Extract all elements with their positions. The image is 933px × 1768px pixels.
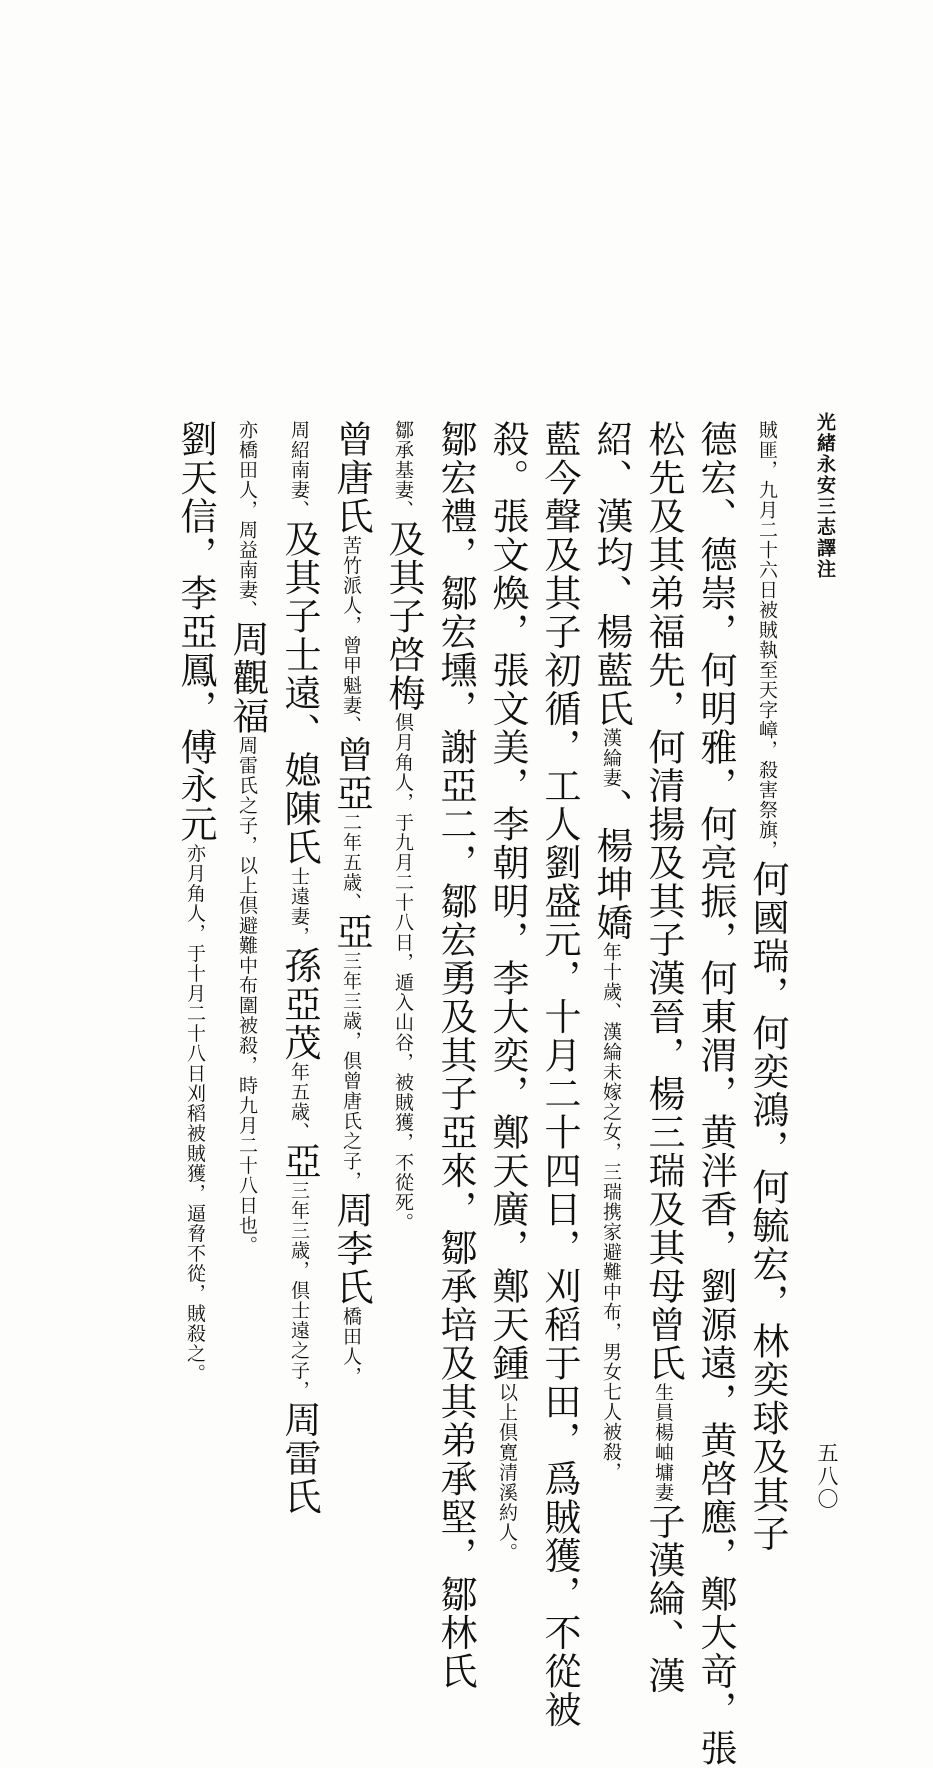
text-column bbox=[169, 420, 221, 1505]
annotation-text: 亦月角人，于十月二十八日刈稻被賊獲，逼脅不從，賊殺之。 bbox=[184, 843, 206, 1384]
text-column bbox=[741, 420, 793, 1553]
main-text: 子漢綸、漢 bbox=[642, 1502, 685, 1695]
main-text: 及其子啓梅 bbox=[382, 520, 425, 713]
text-column bbox=[221, 420, 273, 1505]
annotation-text: 賊匪，九月二十六日被賊執至天字嶂，殺害祭旗， bbox=[756, 420, 778, 860]
text-column bbox=[689, 420, 741, 1768]
main-text: 藍今聲及其子初循，工人劉盛元，十月二十四日，刈稻于田，爲賊獲，不從被 bbox=[538, 420, 581, 1729]
annotation-text: 生員楊岫墉妻 bbox=[652, 1382, 674, 1503]
main-text: 曾亞 bbox=[330, 735, 373, 813]
text-column bbox=[481, 420, 533, 1563]
text-column bbox=[533, 420, 585, 1729]
annotation-text: 鄒承基妻、 bbox=[392, 420, 414, 520]
main-text: 周觀福 bbox=[226, 620, 269, 736]
annotation-text: 周紹南妻、 bbox=[288, 420, 310, 520]
main-text: 鄒宏禮，鄒宏壎，謝亞二，鄒宏勇及其子亞來，鄒承培及其弟承堅，鄒林氏 bbox=[434, 420, 477, 1691]
main-text: 劉天信，李亞鳳，傅永元 bbox=[174, 420, 217, 844]
text-column bbox=[637, 420, 689, 1695]
main-text: 紹、漢均、楊藍氏 bbox=[590, 420, 633, 728]
annotation-text: 苦竹派人，曾甲魁妻、 bbox=[340, 535, 362, 736]
vertical-body-text bbox=[169, 420, 793, 1768]
main-text: 亞 bbox=[330, 912, 373, 951]
running-title: 光緒永安三志譯注 bbox=[814, 412, 836, 580]
annotation-text: 周雷氏之子，以上倶避難中布圍被殺，時九月二十八日也。 bbox=[236, 735, 258, 1256]
main-text: 及其子士遠、媳陳氏 bbox=[278, 520, 321, 867]
main-text: 何國瑞，何奕鴻，何毓宏，林奕球及其子 bbox=[746, 860, 789, 1553]
annotation-text: 三年三歳，倶士遠之子， bbox=[288, 1180, 310, 1401]
text-column bbox=[429, 420, 481, 1691]
annotation-text: 年五歳、 bbox=[288, 1062, 310, 1142]
main-text: 周李氏 bbox=[330, 1191, 373, 1307]
page-number: 五八〇 bbox=[815, 1442, 839, 1511]
text-column bbox=[377, 420, 429, 1505]
annotation-text: 以上倶寛清溪約人。 bbox=[496, 1382, 518, 1563]
annotation-text: 漢綸妻 bbox=[600, 728, 622, 788]
main-text: 亞 bbox=[278, 1142, 321, 1181]
annotation-text: 橋田人， bbox=[340, 1306, 362, 1387]
annotation-text: 士遠妻， bbox=[288, 866, 310, 947]
annotation-text: 二年五歳、 bbox=[340, 812, 362, 913]
annotation-text: 倶月角人，于九月二十八日，遁入山谷，被賊獲，不從死。 bbox=[392, 712, 414, 1233]
main-text: 周雷氏 bbox=[278, 1400, 321, 1516]
main-text: 松先及其弟福先，何清揚及其子漢晉，楊三瑞及其母曾氏 bbox=[642, 420, 685, 1383]
annotation-text: 三年三歳，倶曾唐氏之子， bbox=[340, 951, 362, 1191]
main-text: 曾唐氏 bbox=[330, 420, 373, 536]
annotation-text: 亦橋田人，周益南妻、 bbox=[236, 420, 258, 620]
text-column bbox=[325, 420, 377, 1505]
main-text: 孫亞茂 bbox=[278, 946, 321, 1062]
main-text: 德宏、德崇，何明雅，何亮振，何東渭，黄泮香，劉源遠，黄啓應，鄭大竒，張 bbox=[694, 420, 737, 1768]
main-text: 、楊坤嬌 bbox=[590, 788, 633, 942]
main-text: 殺。張文煥，張文美，李朝明，李大奕，鄭天廣，鄭天鍾 bbox=[486, 420, 529, 1383]
text-column bbox=[585, 420, 637, 1505]
annotation-text: 年十歲、漢綸未嫁之女，三瑞携家避難中布，男女七人被殺， bbox=[600, 942, 622, 1482]
text-column bbox=[273, 420, 325, 1516]
